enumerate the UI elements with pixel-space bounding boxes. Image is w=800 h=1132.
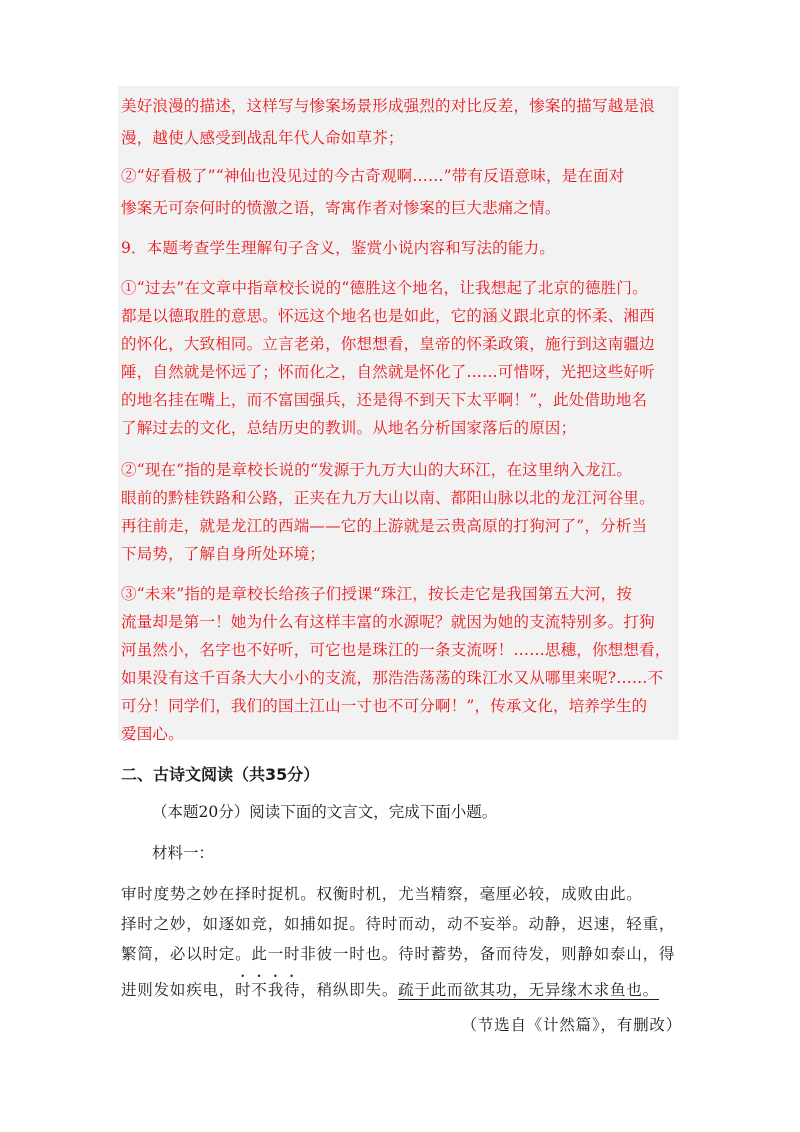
passage-line: 审时度势之妙在择时捉机。权衡时机，尤当精察，毫厘必较，成败由此。 <box>121 885 643 903</box>
answer-line: ②“好看极了”“神仙也没见过的今古奇观啊……”带有反语意味，是在面对 <box>121 167 625 185</box>
answer-line: 下局势，了解自身所处环境； <box>121 545 326 563</box>
answer-line: 漫，越使人感受到战乱年代人命如草芥； <box>121 129 404 147</box>
answer-line: ②“现在”指的是章校长说的“发源于九万大山的大环江，在这里纳入龙江。 <box>121 461 633 479</box>
answer-line: 的怀化，大致相同。立言老弟，你想想看，皇帝的怀柔政策，施行到这南疆边 <box>121 335 655 353</box>
answer-line: 可分！同学们，我们的国土江山一寸也不可分啊！”，传承文化，培养学生的 <box>121 697 648 715</box>
passage-text: 进则发如疾电， <box>121 981 236 999</box>
source-citation: （节选自《计然篇》，有删改） <box>461 1016 682 1034</box>
question-intro: （本题20分）阅读下面的文言文，完成下面小题。 <box>152 803 498 821</box>
answer-line: ③“未来”指的是章校长给孩子们授课“珠江，按长走它是我国第五大河，按 <box>121 585 633 603</box>
material-label: 材料一： <box>152 844 215 862</box>
passage-text: ，稍纵即失。 <box>300 981 399 999</box>
answer-line: 再往前走，就是龙江的西端——它的上游就是云贵高原的打狗河了”，分析当 <box>121 517 648 535</box>
answer-line: 眼前的黔桂铁路和公路，正夹在九万大山以南、都阳山脉以北的龙江河谷里。 <box>121 489 655 507</box>
answer-line: ①“过去”在文章中指章校长说的“德胜这个地名，让我想起了北京的德胜门。 <box>121 279 648 297</box>
answer-line: 了解过去的文化，总结历史的教训。从地名分析国家落后的原因； <box>121 419 577 437</box>
question-9-analysis: 9．本题考查学生理解句子含义，鉴赏小说内容和写法的能力。 <box>121 239 555 257</box>
passage-line <box>121 972 659 1000</box>
answer-line: 美好浪漫的描述，这样写与惨案场景形成强烈的对比反差，惨案的描写越是浪 <box>121 97 655 115</box>
answer-line: 河虽然小，名字也不好听，可它也是珠江的一条支流呀！……思穗，你想想看， <box>121 641 671 659</box>
emphasized-phrase: 时不我待 <box>235 981 301 999</box>
answer-line: 惨案无可奈何时的愤激之语，寄寓作者对惨案的巨大悲痛之情。 <box>121 199 561 217</box>
underlined-sentence: 疏于此而欲其功，无异缘木求鱼也。 <box>398 981 659 999</box>
section-heading: 二、古诗文阅读（共35分） <box>121 765 320 784</box>
answer-line: 都是以德取胜的意思。怀远这个地名也是如此，它的涵义跟北京的怀柔、湘西 <box>121 307 655 325</box>
passage-line: 择时之妙，如逐如竞，如捕如捉。待时而动，动不妄举。动静，迟速，轻重， <box>121 915 676 933</box>
answer-line: 流量却是第一！她为什么有这样丰富的水源呢？就因为她的支流特别多。打狗 <box>121 613 655 631</box>
answer-line: 陲，自然就是怀远了；怀而化之，自然就是怀化了……可惜呀，光把这些好听 <box>121 363 655 381</box>
answer-line: 爱国心。 <box>121 725 184 743</box>
passage-line: 繁简，必以时定。此一时非彼一时也。待时蓄势，备而待发，则静如泰山，得 <box>121 945 676 963</box>
answer-line: 的地名挂在嘴上，而不富国强兵，还是得不到天下太平啊！”，此处借助地名 <box>121 391 648 409</box>
answer-line: 如果没有这千百条大大小小的支流，那浩浩荡荡的珠江水又从哪里来呢?……不 <box>121 669 664 687</box>
